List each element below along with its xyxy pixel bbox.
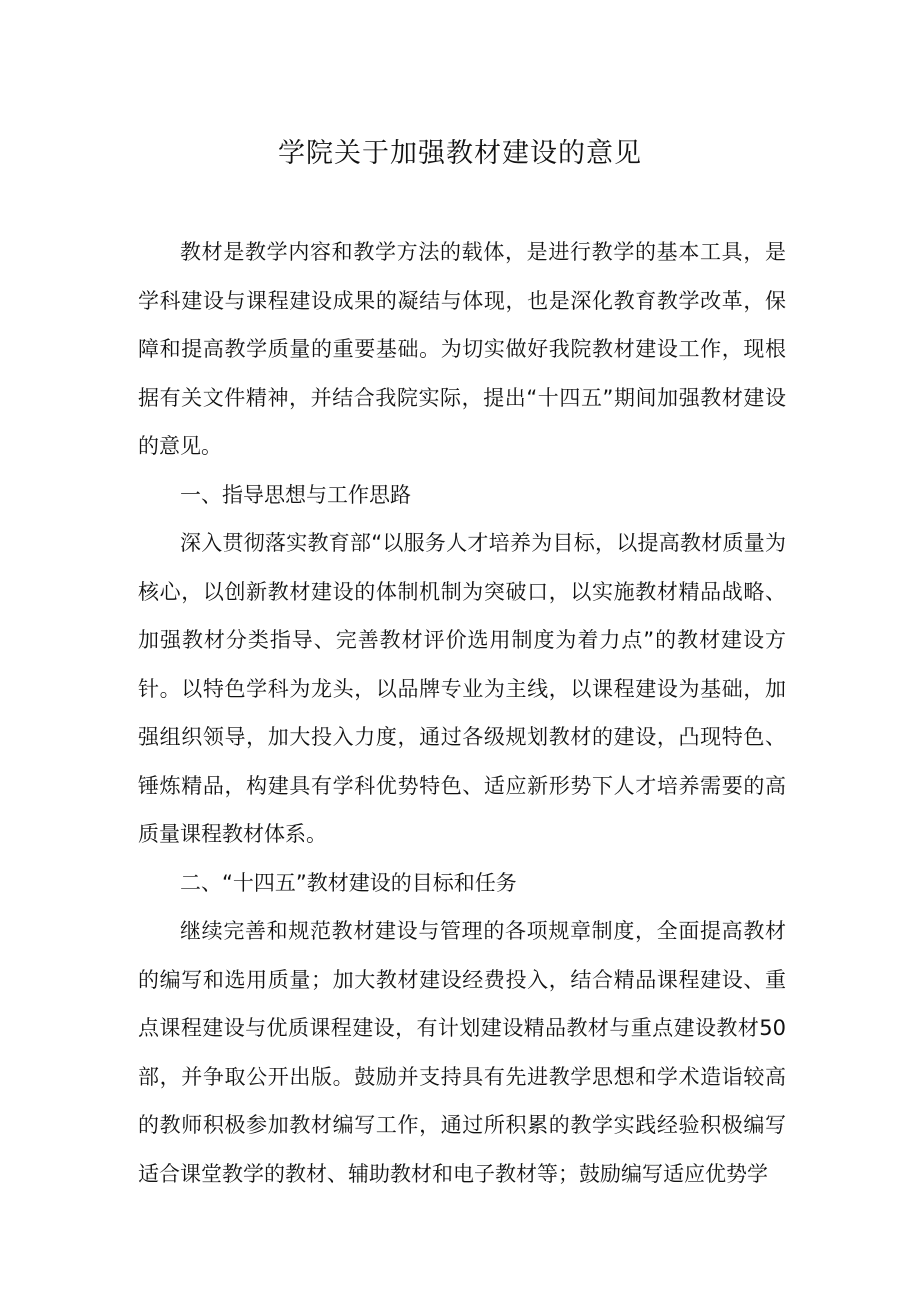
section-2-heading: 二、“十四五”教材建设的目标和任务	[180, 870, 517, 895]
intro-paragraph: 教材是教学内容和教学方法的载体，是进行教学的基本工具，是学科建设与课程建设成果的凝结与体现，也是深化教育教学改革，保障和提高教学质量的重要基础。为切实做好我院教材建设工作，现根据有关文件精神，并结合我院实际，提出“十四五”期间加强教材建设的意见。	[138, 240, 786, 458]
section-1-paragraph: 深入贯彻落实教育部“以服务人才培养为目标，以提高教材质量为核心，以创新教材建设的体制机制为突破口，以实施教材精品战略、加强教材分类指导、完善教材评价选用制度为着力点”的教材建设方针。以特色学科为龙头，以品牌专业为主线，以课程建设为基础，加强组织领导，加大投入力度，通过各级规划教材的建设，凸现特色、锤炼精品，构建具有学科优势特色、适应新形势下人才培养需要的高质量课程教材体系。	[138, 531, 786, 846]
section-1-heading: 一、指导思想与工作思路	[180, 482, 411, 507]
document-body	[138, 228, 786, 1198]
section-2-paragraph: 继续完善和规范教材建设与管理的各项规章制度，全面提高教材的编写和选用质量；加大教材建设经费投入，结合精品课程建设、重点课程建设与优质课程建设，有计划建设精品教材与重点建设教材50部，并争取公开出版。鼓励并支持具有先进教学思想和学术造诣较高的教师积极参加教材编写工作，通过所积累的教学实践经验积极编写适合课堂教学的教材、辅助教材和电子教材等；鼓励编写适应优势学	[138, 919, 786, 1186]
document-title: 学院关于加强教材建设的意见	[278, 138, 642, 169]
